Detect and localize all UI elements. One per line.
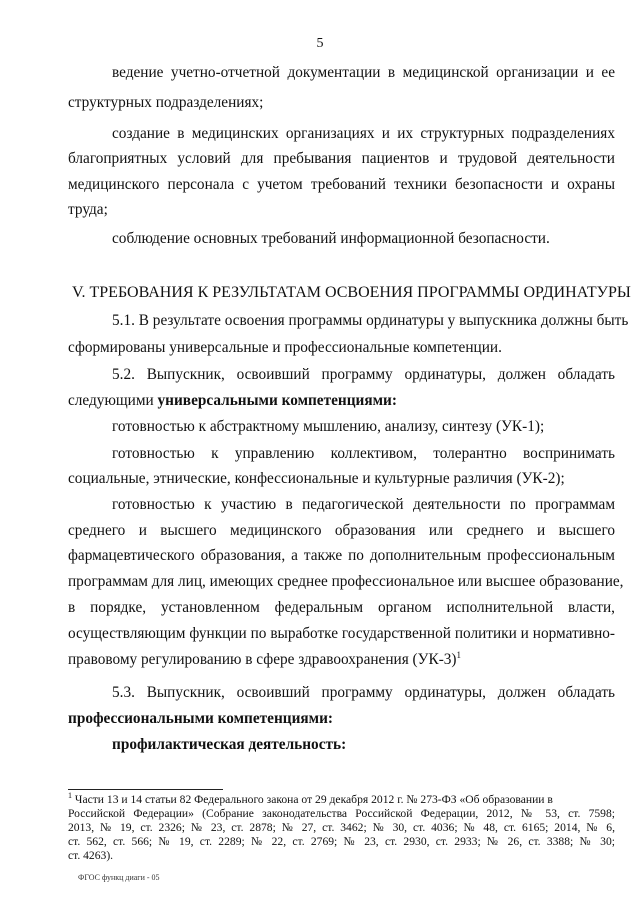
paragraph-line: медицинского персонала с учетом требований техники безопасности и охраны	[68, 176, 615, 193]
paragraph-line: сформированы универсальные и профессиональные компетенции.	[68, 339, 502, 356]
footnote-marker: 1	[68, 791, 72, 801]
paragraph-line	[68, 651, 615, 669]
paragraph-line: фармацевтического образования, а также по дополнительным профессиональным	[68, 547, 615, 564]
footnote-line: Российской Федерации» (Собрание законодательства Российской Федерации, 2012, № 53, ст. 7598;	[68, 807, 615, 820]
paragraph-line: соблюдение основных требований информационной безопасности.	[112, 230, 550, 247]
footnote-divider	[68, 789, 223, 790]
paragraph-line: ведение учетно-отчетной документации в медицинской организации и ее	[112, 64, 615, 81]
paragraph-line: в порядке, установленном федеральным органом исполнительной власти,	[68, 599, 615, 616]
footnote-line: 2013, № 19, ст. 2326; № 23, ст. 2878; № 27, ст. 3462; № 30, ст. 4036; № 48, ст. 6165; 2014, № 6,	[68, 821, 615, 834]
paragraph-line: благоприятных условий для пребывания пациентов и трудовой деятельности	[68, 150, 615, 167]
subheading	[112, 736, 640, 754]
competency-uk1: готовностью к абстрактному мышлению, анализу, синтезу (УК-1);	[112, 418, 545, 435]
paragraph-line	[68, 710, 615, 728]
paragraph-line: 5.1. В результате освоения программы ординатуры у выпускника должны быть	[112, 312, 629, 329]
paragraph-line: готовностью к участию в педагогической деятельности по программам	[112, 496, 615, 513]
paragraph-line	[68, 392, 615, 410]
paragraph-line: труда;	[68, 201, 108, 218]
footnote-line	[68, 793, 615, 807]
paragraph-line: готовностью к управлению коллективом, толерантно воспринимать	[112, 445, 615, 462]
text-span: правовому регулированию в сфере здравоохранения (УК-3)	[68, 651, 457, 668]
paragraph-line: 5.2. Выпускник, освоивший программу ординатуры, должен обладать	[112, 366, 615, 383]
paragraph-line: социальные, этнические, конфессиональные и культурные различия (УК-2);	[68, 470, 565, 487]
paragraph-line: 5.3. Выпускник, освоивший программу ординатуры, должен обладать	[112, 684, 615, 701]
footnote-ref[interactable]: 1	[456, 649, 462, 660]
bold-term: профилактическая деятельность:	[112, 736, 347, 753]
text-span: следующими	[68, 392, 154, 409]
paragraph-line: осуществляющим функции по выработке государственной политики и нормативно-	[68, 625, 615, 642]
bold-term: универсальными компетенциями:	[157, 392, 397, 409]
footnote-line: ст. 562, ст. 566; № 19, ст. 2289; № 22, ст. 2769; № 23, ст. 2930, ст. 2933; № 26, ст. 3388; № 30;	[68, 835, 615, 848]
page-number: 5	[316, 36, 324, 51]
paragraph-line: создание в медицинских организациях и их структурных подразделениях	[112, 125, 615, 142]
text-span: Части 13 и 14 статьи 82 Федерального закона от 29 декабря 2012 г. № 273-ФЗ «Об образовании в	[74, 793, 553, 806]
paragraph-line: структурных подразделениях;	[68, 94, 264, 111]
bold-term: профессиональными компетенциями:	[68, 710, 333, 727]
paragraph-line: программам для лиц, имеющих среднее профессиональное или высшее образование,	[68, 573, 624, 590]
footnote-line: ст. 4263).	[68, 849, 114, 862]
section-heading: V. ТРЕБОВАНИЯ К РЕЗУЛЬТАТАМ ОСВОЕНИЯ ПРОГРАММЫ ОРДИНАТУРЫ	[72, 284, 631, 301]
document-footer: ФГОС функц диаги - 05	[78, 873, 160, 882]
paragraph-line: среднего и высшего медицинского образования или среднего и высшего	[68, 522, 615, 539]
